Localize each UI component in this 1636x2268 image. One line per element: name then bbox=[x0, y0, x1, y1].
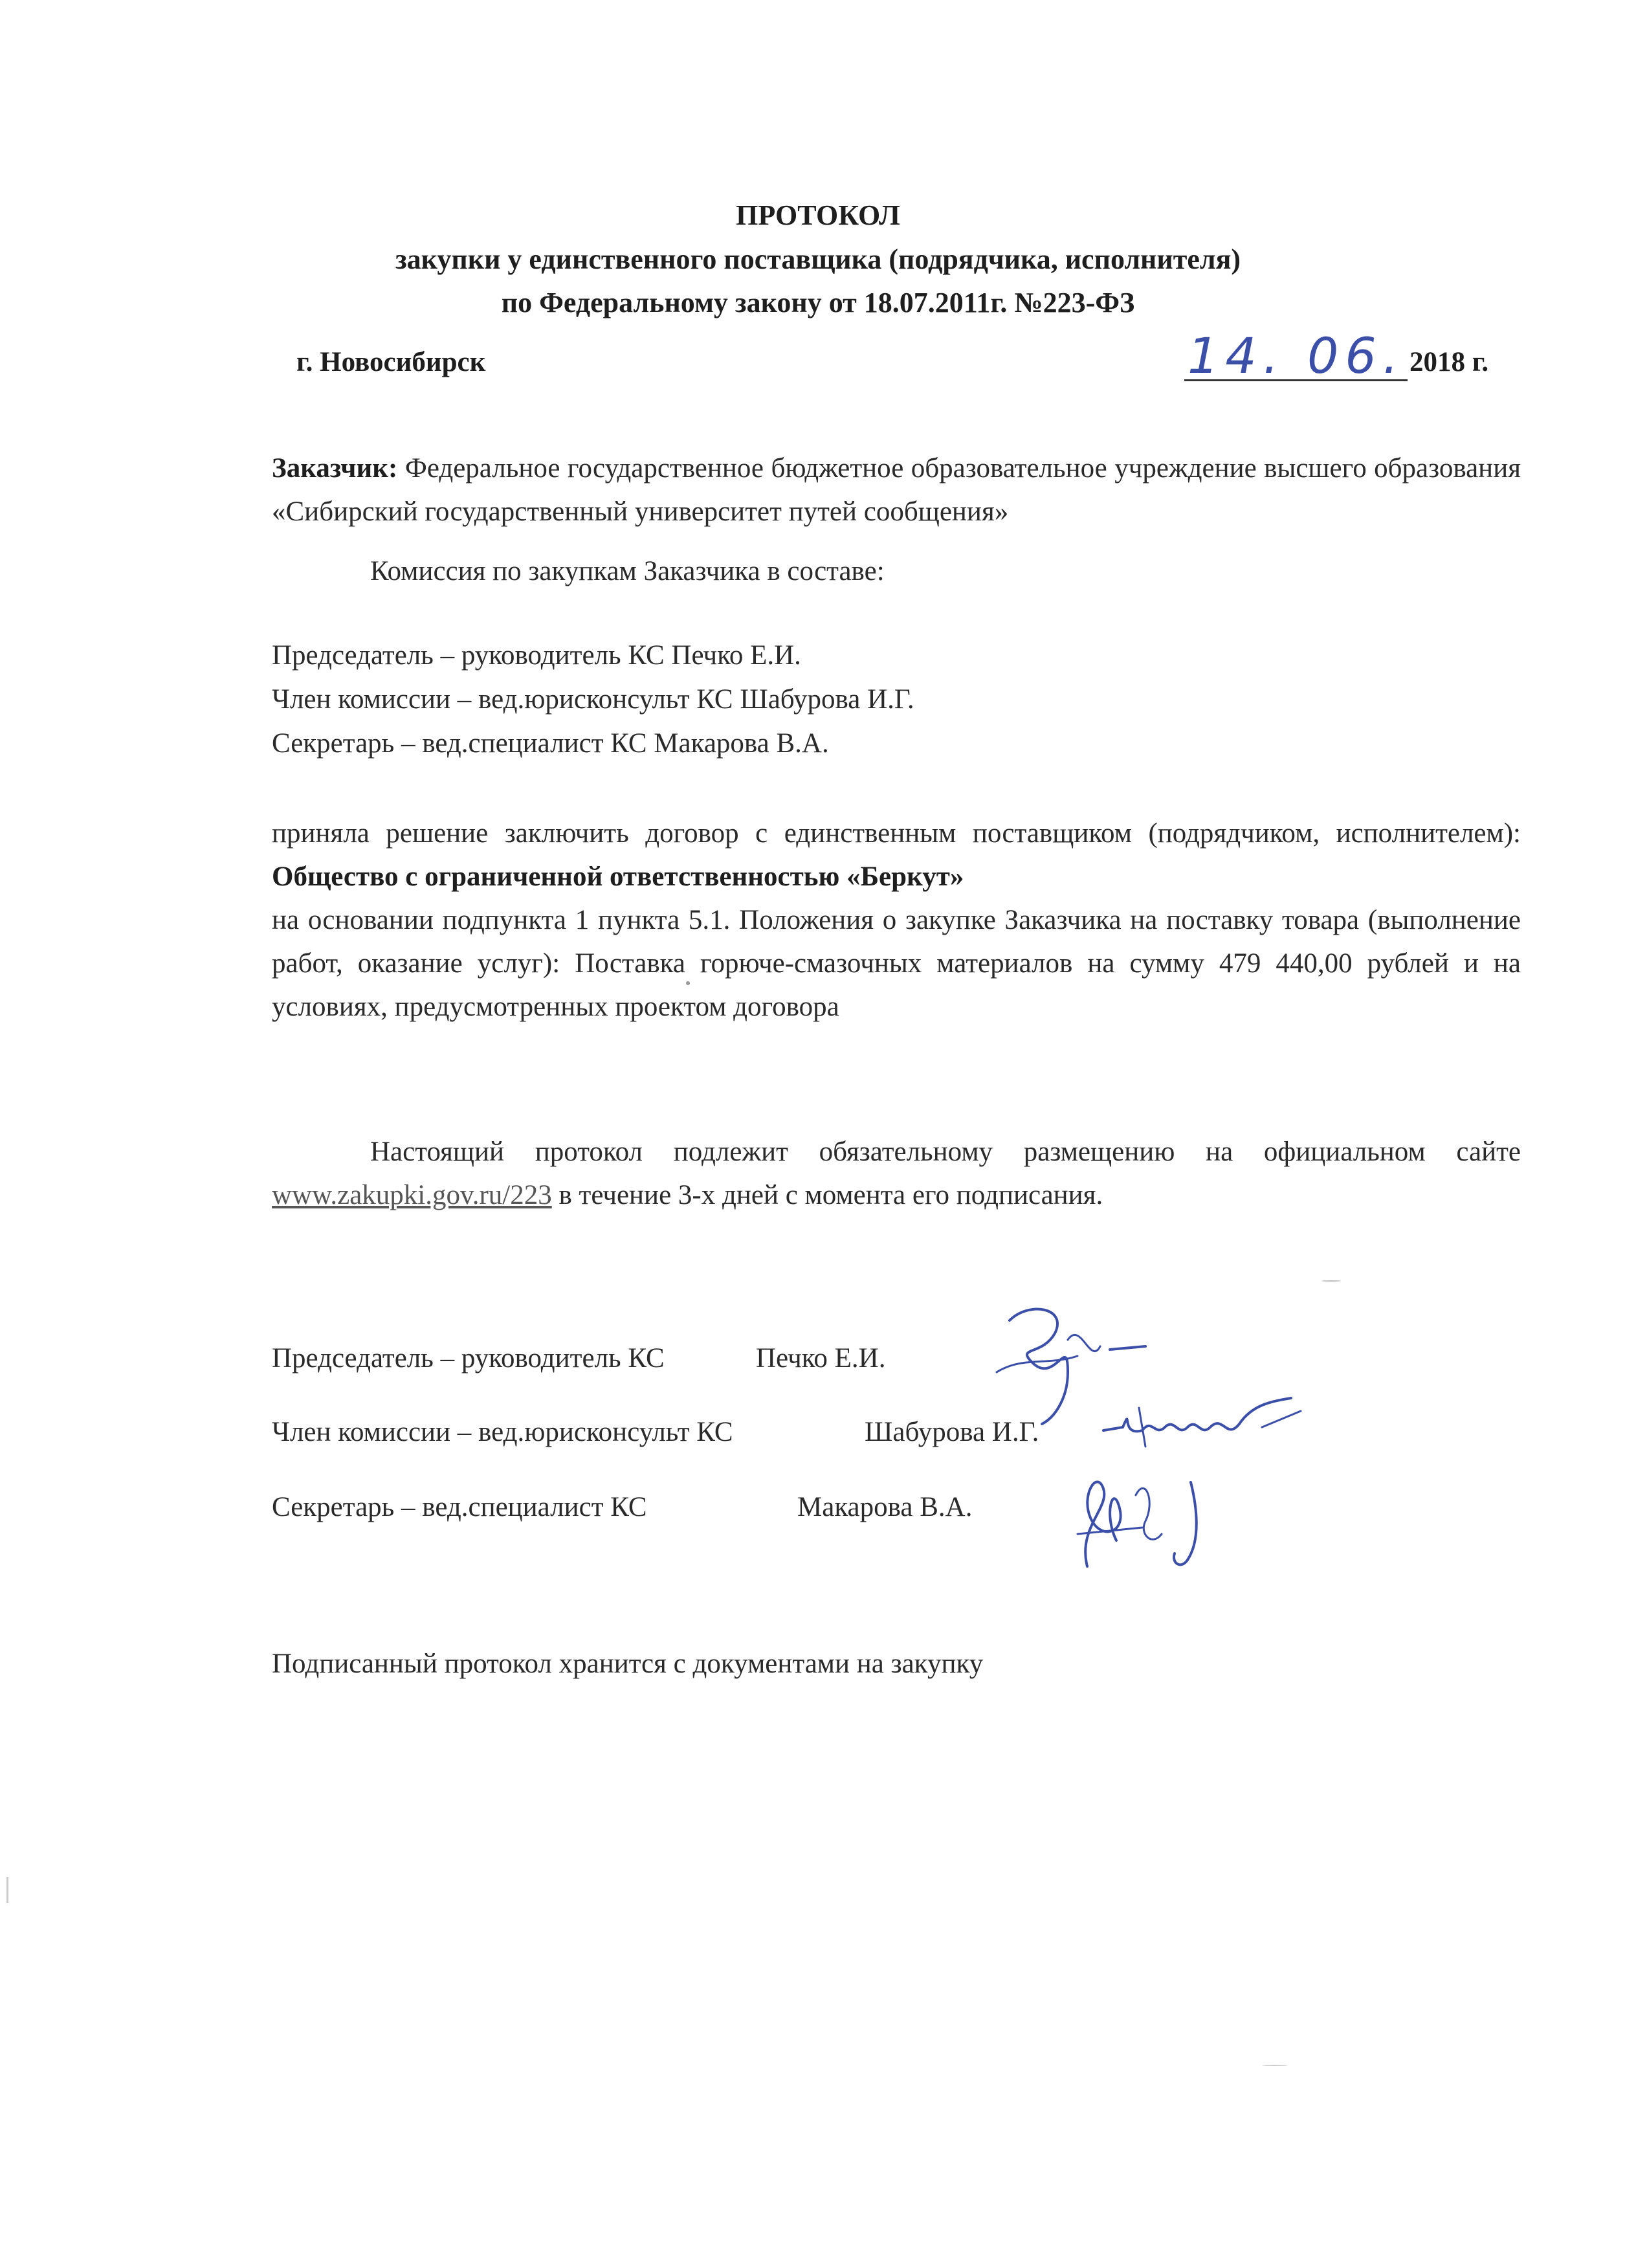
publication-paragraph bbox=[272, 1130, 1521, 1217]
city: г. Новосибирск bbox=[296, 347, 486, 377]
commission-member-chair: Председатель – руководитель КС Печко Е.И. bbox=[272, 640, 801, 671]
signature-role-lawyer: Член комиссии – вед.юрисконсульт КС bbox=[272, 1417, 733, 1447]
scan-speck bbox=[1321, 1280, 1341, 1282]
doc-subtitle-1: закупки у единственного поставщика (подрядчика, исполнителя) bbox=[395, 243, 1241, 275]
scan-speck bbox=[686, 981, 690, 985]
zakupki-link[interactable]: www.zakupki.gov.ru/223 bbox=[272, 1180, 552, 1210]
decision-text-1: приняла решение заключить договор с единственным поставщиком (подрядчиком, исполнителем): bbox=[272, 818, 1521, 849]
decision-basis-paragraph bbox=[272, 898, 1521, 1028]
signature-role-secretary: Секретарь – вед.специалист КС bbox=[272, 1492, 647, 1522]
decision-text-2: на основании подпункта 1 пункта 5.1. Положения о закупке Заказчика на поставку товара (выполнение работ, оказание услуг): Поставка горюче-смазочных материалов на сумму 479 440,00 рублей и на условиях, предусмотренных проектом договора bbox=[272, 905, 1521, 1022]
customer-text: Федеральное государственное бюджетное образовательное учреждение высшего образования «Сибирский государственный университет путей сообщения» bbox=[272, 453, 1521, 527]
customer-paragraph bbox=[272, 447, 1521, 533]
signature-lawyer-mark bbox=[1094, 1392, 1314, 1456]
publication-text-2: в течение 3-х дней с момента его подписания. bbox=[551, 1180, 1103, 1210]
signature-secretary-mark bbox=[1065, 1456, 1239, 1579]
footer-note: Подписанный протокол хранится с документами на закупку bbox=[272, 1649, 984, 1679]
customer-label: Заказчик: bbox=[272, 453, 398, 484]
doc-subtitle-2: по Федеральному закону от 18.07.2011г. №223-ФЗ bbox=[501, 287, 1135, 318]
decision-paragraph bbox=[272, 812, 1521, 898]
supplier-name: Общество с ограниченной ответственностью «Беркут» bbox=[272, 862, 964, 892]
commission-member-lawyer: Член комиссии – вед.юрисконсульт КС Шабурова И.Г. bbox=[272, 684, 914, 715]
scan-speck bbox=[1262, 2065, 1288, 2066]
signature-name-secretary: Макарова В.А. bbox=[797, 1492, 973, 1522]
handwritten-date: 14. 06. bbox=[1188, 327, 1405, 384]
commission-intro: Комиссия по закупкам Заказчика в составе: bbox=[370, 556, 885, 586]
doc-title: ПРОТОКОЛ bbox=[736, 199, 900, 231]
signature-name-chair: Печко Е.И. bbox=[756, 1343, 886, 1373]
year: 2018 г. bbox=[1409, 347, 1489, 377]
signature-role-chair: Председатель – руководитель КС bbox=[272, 1343, 665, 1373]
scan-speck bbox=[6, 1877, 8, 1903]
signature-name-lawyer: Шабурова И.Г. bbox=[865, 1417, 1039, 1447]
publication-text-1: Настоящий протокол подлежит обязательному размещению на официальном сайте bbox=[370, 1137, 1521, 1167]
commission-member-secretary: Секретарь – вед.специалист КС Макарова В.А. bbox=[272, 728, 829, 759]
